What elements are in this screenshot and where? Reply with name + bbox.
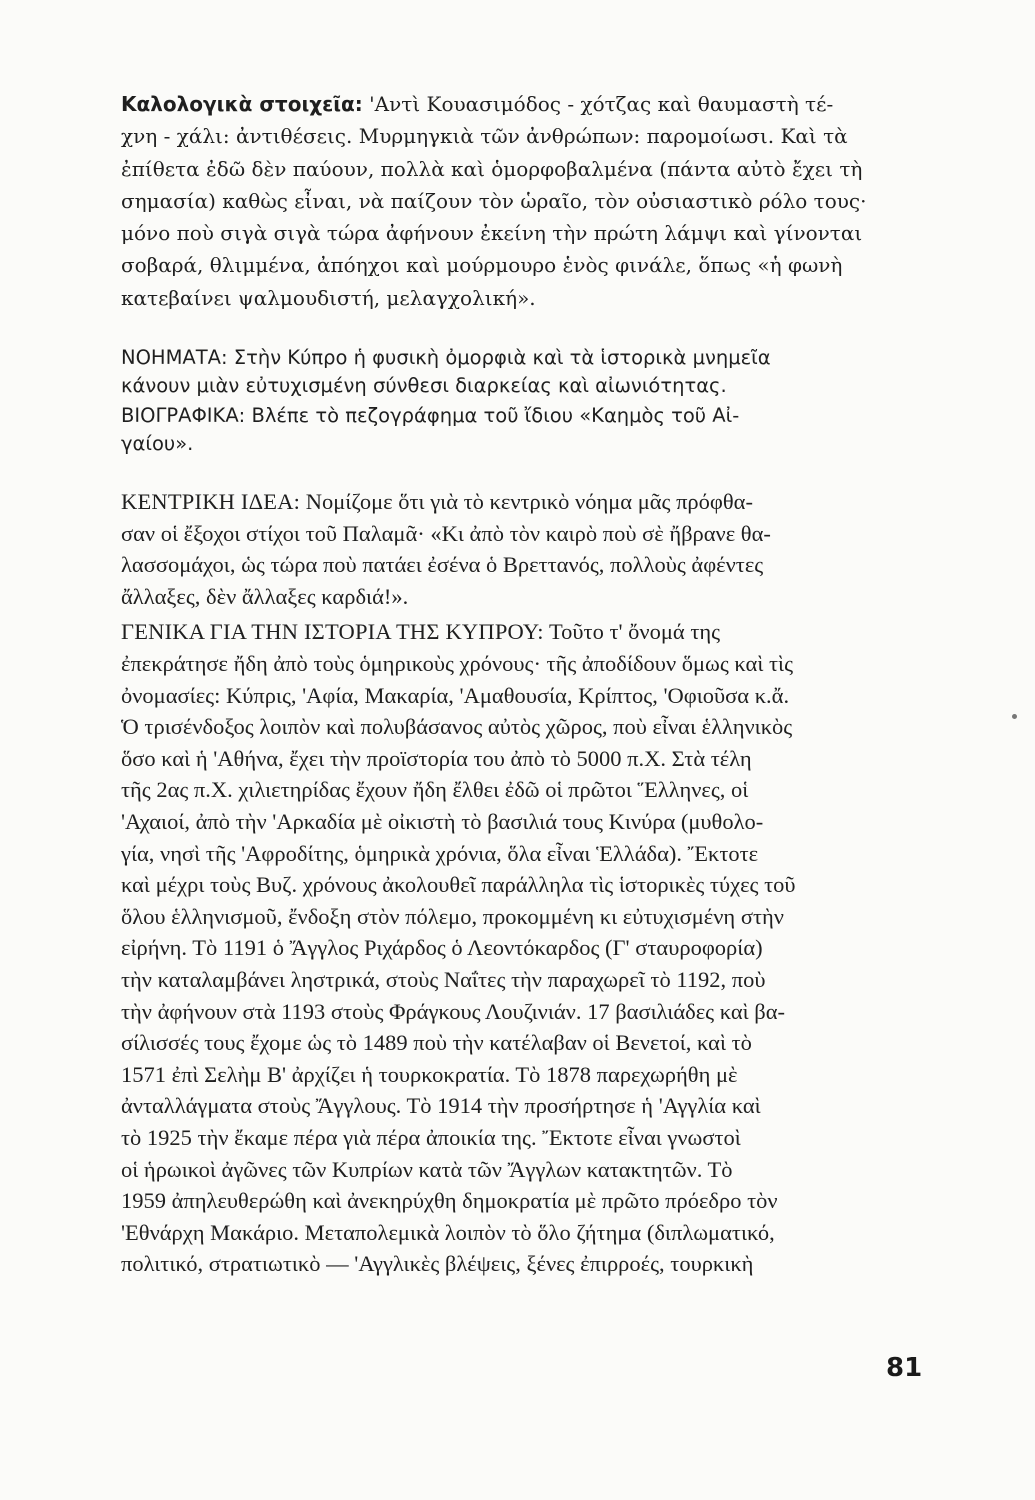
kentriki-idea-line: Νομίζομε ὅτι γιὰ τὸ κεντρικὸ νόημα μᾶς πρόφθα-: [305, 489, 753, 515]
history-line: τὸ 1925 τὴν ἔκαμε πέρα γιὰ πέρα ἀποικία της. Ἔκτοτε εἶναι γνωστοὶ: [121, 1124, 741, 1150]
history-line: 1571 ἐπὶ Σελὴμ Β' ἀρχίζει ἡ τουρκοκρατία. Τὸ 1878 παρεχωρήθη μὲ: [121, 1061, 738, 1087]
history-line: οἱ ἡρωικοὶ ἀγῶνες τῶν Κυπρίων κατὰ τῶν Ἄγγλων κατακτητῶν. Τὸ: [121, 1156, 733, 1182]
page-body: [121, 88, 929, 1280]
history-line: τῆς 2ας π.Χ. χιλιετηρίδας ἔχουν ἤδη ἔλθει ἐδῶ οἱ πρῶτοι Ἕλληνες, οἱ: [121, 777, 749, 803]
kentriki-idea-line: σαν οἱ ἔξοχοι στίχοι τοῦ Παλαμᾶ· «Κι ἀπὸ τὸν καιρὸ ποὺ σὲ ἤβρανε θα-: [121, 520, 771, 546]
kalologika-line: σοβαρά, θλιμμένα, ἀπόηχοι καὶ μούρμουρο ἑνὸς φινάλε, ὅπως «ἡ φωνὴ: [121, 253, 843, 278]
history-line: εἰρήνη. Τὸ 1191 ὁ Ἄγγλος Ριχάρδος ὁ Λεοντόκαρδος (Γ' σταυροφορία): [121, 935, 763, 961]
history-line: πολιτικό, στρατιωτικὸ — 'Αγγλικὲς βλέψεις, ξένες ἐπιρροές, τουρκικὴ: [121, 1251, 754, 1277]
noimata-line: Στὴν Κύπρο ἡ φυσικὴ ὀμορφιὰ καὶ τὰ ἱστορικὰ μνημεῖα: [233, 346, 771, 370]
noimata-paragraph: [121, 344, 929, 400]
history-line: ὀνομασίες: Κύπρις, 'Αφία, Μακαρία, 'Αμαθουσία, Κρίπτος, 'Οφιοῦσα κ.ἄ.: [121, 682, 790, 708]
noimata-label: ΝΟΗΜΑΤΑ:: [121, 346, 228, 370]
margin-dot: [1012, 714, 1017, 719]
kalologika-line: ἐπίθετα ἐδῶ δὲν παύουν, πολλὰ καὶ ὁμορφοβαλμένα (πάντα αὐτὸ ἔχει τὴ: [121, 156, 863, 181]
kalologika-label: Καλολογικὰ στοιχεῖα:: [121, 92, 363, 116]
history-paragraph: [121, 616, 929, 1279]
kentriki-idea-label: ΚΕΝΤΡΙΚΗ ΙΔΕΑ:: [121, 489, 301, 515]
viografika-label: ΒΙΟΓΡΑΦΙΚΑ:: [121, 404, 246, 428]
history-line: τὴν ἀφήνουν στὰ 1193 στοὺς Φράγκους Λουζινιάν. 17 βασιλιάδες καὶ βα-: [121, 998, 786, 1024]
history-line: 'Αχαιοί, ἀπὸ τὴν 'Αρκαδία μὲ οἰκιστὴ τὸ βασιλιά τους Κινύρα (μυθολο-: [121, 809, 764, 835]
kalologika-line: σημασία) καθὼς εἶναι, νὰ παίζουν τὸν ὡραῖο, τὸν οὐσιαστικὸ ρόλο τους·: [121, 188, 867, 213]
kentriki-idea-line: λασσομάχοι, ὡς τώρα ποὺ πατάει ἐσένα ὁ Βρεττανός, πολλοὺς ἀφέντες: [121, 552, 764, 578]
history-line: ἀνταλλάγματα στοὺς Ἄγγλους. Τὸ 1914 τὴν προσήρτησε ἡ 'Αγγλία καὶ: [121, 1093, 761, 1119]
kentriki-idea-line: ἄλλαξες, δὲν ἄλλαξες καρδιά!».: [121, 583, 409, 609]
kentriki-idea-paragraph: [121, 486, 929, 612]
history-line: ἐπεκράτησε ἤδη ἀπὸ τοὺς ὁμηρικοὺς χρόνους· τῆς ἀποδίδουν ὅμως καὶ τὶς: [121, 651, 794, 677]
history-line: ὅσο καὶ ἡ 'Αθήνα, ἔχει τὴν προϊστορία του ἀπὸ τὸ 5000 π.Χ. Στὰ τέλη: [121, 745, 752, 771]
viografika-line: Βλέπε τὸ πεζογράφημα τοῦ ἴδιου «Καημὸς τοῦ Αἰ-: [251, 404, 740, 428]
history-line: τὴν καταλαμβάνει ληστρικά, στοὺς Ναΐτες τὴν παραχωρεῖ τὸ 1192, ποὺ: [121, 966, 766, 992]
kalologika-line: χνη - χάλι: ἀντιθέσεις. Μυρμηγκιὰ τῶν ἀνθρώπων: παρομοίωσι. Καὶ τὰ: [121, 124, 848, 149]
history-line: καὶ μέχρι τοὺς Βυζ. χρόνους ἀκολουθεῖ παράλληλα τὶς ἱστορικὲς τύχες τοῦ: [121, 872, 796, 898]
history-label: ΓΕΝΙΚΑ ΓΙΑ ΤΗΝ ΙΣΤΟΡΙΑ ΤΗΣ ΚΥΠΡΟΥ:: [121, 619, 544, 645]
history-line: ὅλου ἑλληνισμοῦ, ἔνδοξη στὸν πόλεμο, προκομμένη κι εὐτυχισμένη στὴν: [121, 903, 784, 929]
kalologika-line: 'Αντὶ Κουασιμόδος - χότζας καὶ θαυμαστὴ τέ-: [369, 92, 834, 116]
history-line: γία, νησὶ τῆς 'Αφροδίτης, ὁμηρικὰ χρόνια, ὅλα εἶναι Ἑλλάδα). Ἔκτοτε: [121, 840, 759, 866]
kalologika-line: κατεβαίνει ψαλμουδιστή, μελαγχολική».: [121, 285, 536, 310]
kalologika-paragraph: [121, 88, 929, 314]
kalologika-line: μόνο ποὺ σιγὰ σιγὰ τώρα ἀφήνουν ἐκείνη τὴν πρώτη λάμψι καὶ γίνονται: [121, 221, 863, 246]
history-line: 'Εθνάρχη Μακάριο. Μεταπολεμικὰ λοιπὸν τὸ ὅλο ζήτημα (διπλωματικό,: [121, 1219, 775, 1245]
history-line: Τοῦτο τ' ὄνομά της: [548, 619, 721, 645]
viografika-paragraph: [121, 402, 929, 458]
page-number: 81: [886, 1353, 923, 1383]
history-line: Ὁ τρισένδοξος λοιπὸν καὶ πολυβάσανος αὐτὸς χῶρος, ποὺ εἶναι ἑλληνικὸς: [121, 714, 793, 740]
history-line: 1959 ἀπηλευθερώθη καὶ ἀνεκηρύχθη δημοκρατία μὲ πρῶτο πρόεδρο τὸν: [121, 1188, 778, 1214]
history-line: σίλισσές τους ἔχομε ὡς τὸ 1489 ποὺ τὴν κατέλαβαν οἱ Βενετοί, καὶ τὸ: [121, 1030, 752, 1056]
noimata-line: κάνουν μιὰν εὐτυχισμένη σύνθεσι διαρκείας καὶ αἰωνιότητας.: [121, 374, 727, 398]
viografika-line: γαίου».: [121, 432, 194, 456]
